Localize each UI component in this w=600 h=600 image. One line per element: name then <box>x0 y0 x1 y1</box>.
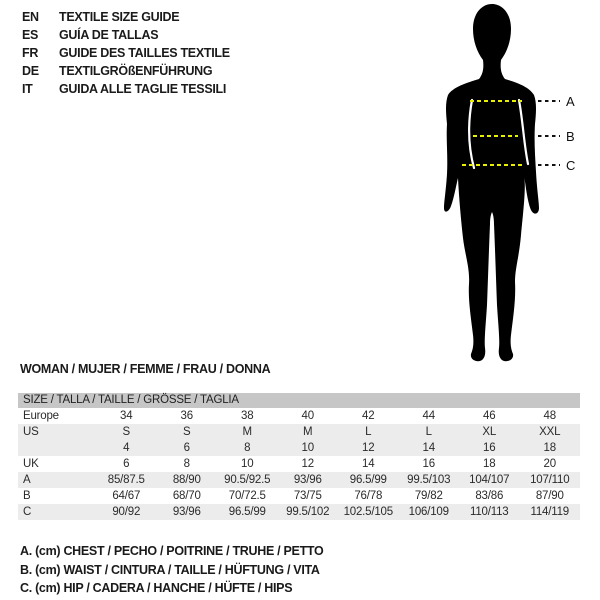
table-cell: 70/72.5 <box>228 490 266 502</box>
language-row-fr <box>22 44 230 62</box>
table-cell: 16 <box>422 458 435 470</box>
table-row <box>18 408 580 424</box>
table-cell: 4 <box>123 442 130 454</box>
legend-line: A. (cm) CHEST / PECHO / POITRINE / TRUHE / PETTO <box>20 544 324 558</box>
table-cell: 85/87.5 <box>107 474 145 486</box>
table-cell: 76/78 <box>354 490 383 502</box>
table-cell: 88/90 <box>172 474 201 486</box>
language-row-de <box>22 62 230 80</box>
table-cell: 114/119 <box>530 506 569 518</box>
row-label: A <box>23 474 31 486</box>
marker-letter-a: A <box>566 94 575 109</box>
table-row <box>18 440 580 456</box>
table-cell: L <box>365 426 372 438</box>
table-cell: 40 <box>301 410 314 422</box>
woman-silhouette-image <box>410 0 595 370</box>
row-label: UK <box>23 458 39 470</box>
table-cell: 18 <box>543 442 556 454</box>
table-cell: 14 <box>362 458 375 470</box>
table-cell: L <box>425 426 432 438</box>
table-cell: 10 <box>301 442 314 454</box>
table-cell: XXL <box>539 426 561 438</box>
table-row <box>18 472 580 488</box>
table-cell: 14 <box>422 442 435 454</box>
table-cell: 99.5/103 <box>407 474 451 486</box>
table-cell: 44 <box>422 410 435 422</box>
table-cell: 102.5/105 <box>343 506 393 518</box>
table-cell: 46 <box>483 410 496 422</box>
table-cell: 12 <box>301 458 314 470</box>
table-row <box>18 424 580 440</box>
table-cell: 90.5/92.5 <box>224 474 271 486</box>
table-cell: 6 <box>123 458 130 470</box>
table-cell: 18 <box>483 458 496 470</box>
table-row <box>18 456 580 472</box>
language-title: GUIDA ALLE TAGLIE TESSILI <box>59 82 227 96</box>
table-cell: 10 <box>241 458 254 470</box>
row-label: C <box>23 506 32 518</box>
group-title: WOMAN / MUJER / FEMME / FRAU / DONNA <box>20 362 271 376</box>
language-code: DE <box>22 64 39 78</box>
table-cell: 93/96 <box>172 506 201 518</box>
table-cell: 110/113 <box>470 506 509 518</box>
table-cell: 20 <box>543 458 556 470</box>
table-cell: 48 <box>543 410 556 422</box>
language-row-it <box>22 80 230 98</box>
measurement-figure <box>410 0 595 370</box>
table-cell: S <box>122 426 130 438</box>
language-row-en <box>22 8 230 26</box>
language-title: GUÍA DE TALLAS <box>59 28 159 42</box>
legend-line: B. (cm) WAIST / CINTURA / TAILLE / HÜFTUNG / VITA <box>20 562 320 577</box>
size-table-header: SIZE / TALLA / TAILLE / GRÖSSE / TAGLIA <box>18 393 580 408</box>
legend-line: C. (cm) HIP / CADERA / HANCHE / HÜFTE / HIPS <box>20 581 293 595</box>
table-cell: 68/70 <box>172 490 201 502</box>
language-code: EN <box>22 10 39 24</box>
table-cell: 16 <box>483 442 496 454</box>
language-code: IT <box>22 82 33 96</box>
table-cell: 73/75 <box>293 490 322 502</box>
table-cell: 64/67 <box>112 490 141 502</box>
language-row-es <box>22 26 230 44</box>
table-cell: 106/109 <box>408 506 449 518</box>
table-cell: 96.5/99 <box>349 474 387 486</box>
marker-letter-c: C <box>566 158 576 173</box>
table-cell: S <box>183 426 191 438</box>
size-table <box>18 393 580 520</box>
row-label: US <box>23 426 39 438</box>
table-cell: 99.5/102 <box>286 506 330 518</box>
table-cell: 6 <box>183 442 190 454</box>
measurement-legend <box>20 542 323 598</box>
language-title-list <box>22 8 230 98</box>
table-cell: 87/90 <box>535 490 564 502</box>
table-row <box>18 504 580 520</box>
table-cell: 107/110 <box>530 474 570 486</box>
table-cell: 42 <box>362 410 375 422</box>
row-label: B <box>23 490 31 502</box>
table-cell: 34 <box>120 410 133 422</box>
language-title: TEXTILE SIZE GUIDE <box>59 10 180 24</box>
table-cell: 79/82 <box>414 490 443 502</box>
table-cell: 90/92 <box>112 506 141 518</box>
table-cell: 8 <box>183 458 190 470</box>
table-cell: 104/107 <box>469 474 510 486</box>
table-cell: XL <box>482 426 497 438</box>
table-cell: 12 <box>362 442 375 454</box>
marker-letter-b: B <box>566 129 575 144</box>
language-title: TEXTILGRÖßENFÜHRUNG <box>59 64 213 78</box>
table-cell: 96.5/99 <box>228 506 266 518</box>
table-cell: 83/86 <box>475 490 504 502</box>
table-cell: 8 <box>244 442 251 454</box>
language-code: ES <box>22 28 39 42</box>
size-table-body <box>18 408 580 520</box>
table-cell: 93/96 <box>293 474 322 486</box>
table-cell: 38 <box>241 410 254 422</box>
row-label: Europe <box>23 410 59 422</box>
language-title: GUIDE DES TAILLES TEXTILE <box>59 46 230 60</box>
row-label <box>18 440 96 456</box>
table-cell: M <box>303 426 313 438</box>
table-cell: M <box>242 426 252 438</box>
table-row <box>18 488 580 504</box>
language-code: FR <box>22 46 39 60</box>
table-cell: 36 <box>180 410 193 422</box>
